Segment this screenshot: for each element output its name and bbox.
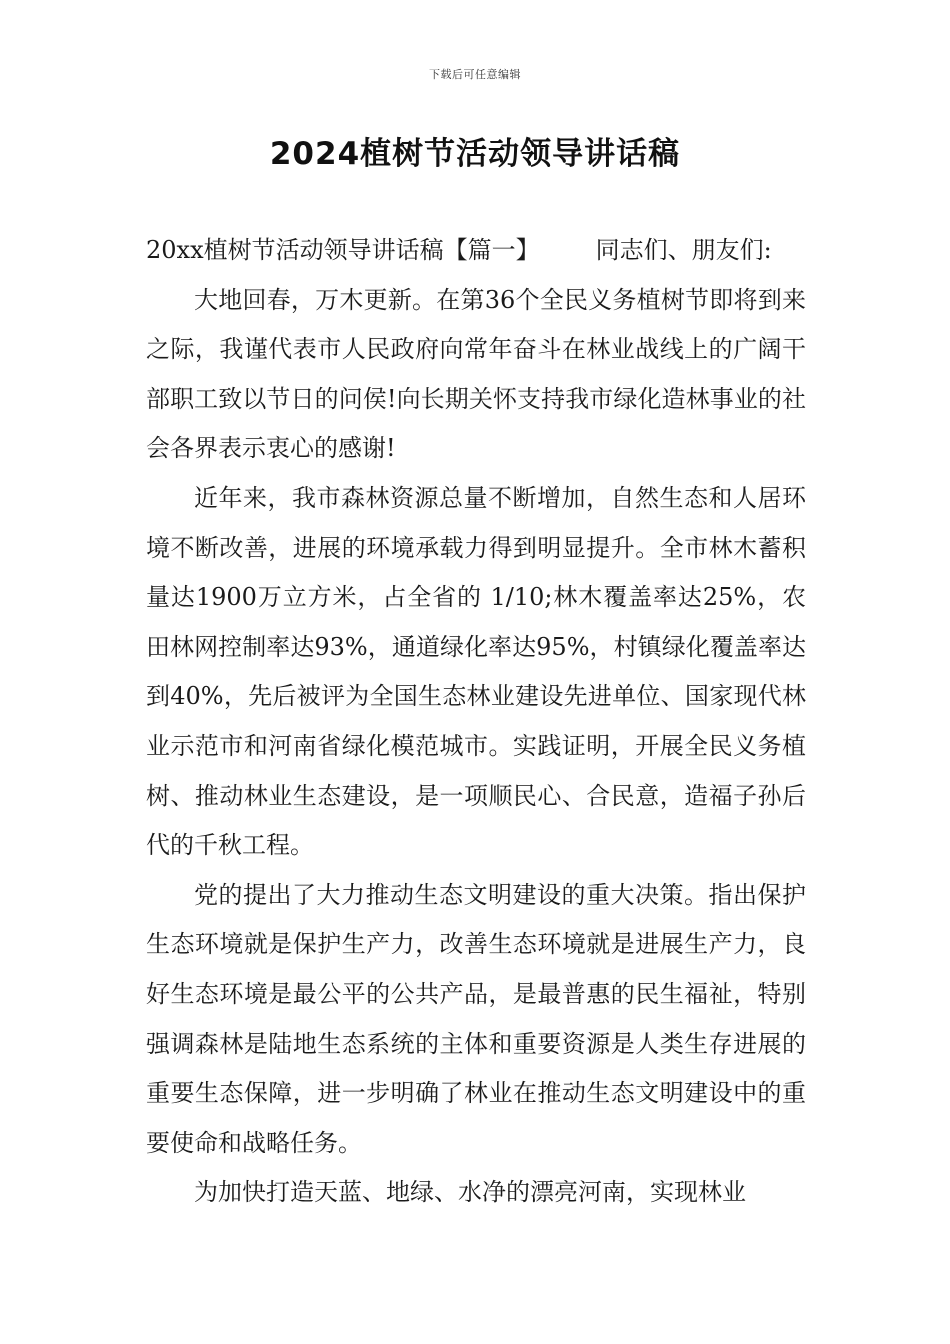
header-note: 下载后可任意编辑 [429,68,521,81]
paragraph-4: 为加快打造天蓝、地绿、水净的漂亮河南，实现林业 [194,1178,746,1207]
document-body [146,226,806,1218]
paragraph-2: 近年来，我市森林资源总量不断增加，自然生态和人居环境不断改善，进展的环境承载力得到明显提升。全市林木蓄积量达1900万立方米，占全省的 1/10;林木覆盖率达25%，农田林网控制率达93%，通道绿化率达95%，村镇绿化覆盖率达到40%，先后被评为全国生态林业建设先进单位、国家现代林业示范市和河南省绿化模范城市。实践证明，开展全民义务植树、推动林业生态建设，是一项顺民心、合民意，造福子孙后代的千秋工程。 [146,483,806,860]
document-title: 2024植树节活动领导讲话稿 [269,136,681,172]
subheading: 20xx植树节活动领导讲话稿【篇一】 [146,236,540,264]
paragraph-3: 党的提出了大力推动生态文明建设的重大决策。指出保护生态环境就是保护生产力，改善生态环境就是进展生产力，良好生态环境是最公平的公共产品，是最普惠的民生福祉，特别强调森林是陆地生态系统的主体和重要资源是人类生存进展的重要生态保障，进一步明确了林业在推动生态文明建设中的重要使命和战略任务。 [146,880,806,1157]
lead-line [146,226,806,276]
salutation: 同志们、朋友们: [595,236,772,264]
paragraph-1: 大地回春，万木更新。在第36个全民义务植树节即将到来之际，我谨代表市人民政府向常年奋斗在林业战线上的广阔干部职工致以节日的问侯!向长期关怀支持我市绿化造林事业的社会各界表示衷心的感谢! [146,285,806,463]
